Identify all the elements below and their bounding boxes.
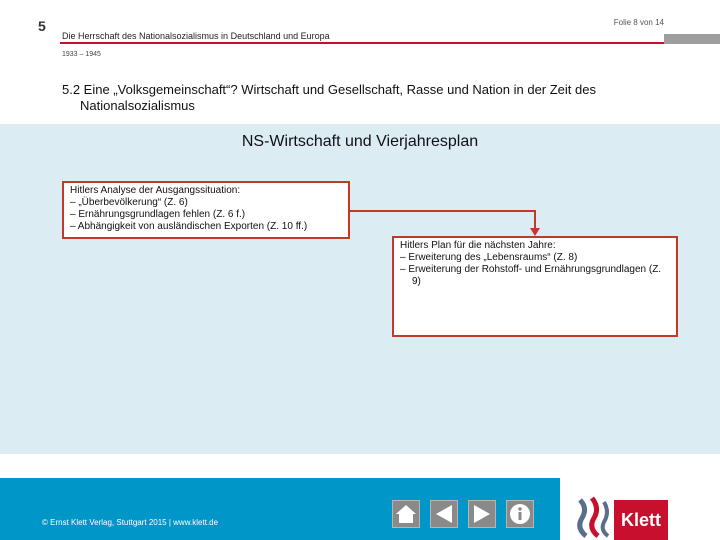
copyright: © Ernst Klett Verlag, Stuttgart 2015 | www.klett.de bbox=[42, 518, 219, 527]
analysis-heading: Hitlers Analyse der Ausgangssituation: bbox=[70, 185, 241, 196]
home-icon bbox=[395, 504, 417, 524]
next-button[interactable] bbox=[468, 500, 496, 528]
slide-title: NS-Wirtschaft und Vierjahresplan bbox=[241, 133, 479, 150]
plan-box bbox=[392, 236, 678, 337]
arrow-down-icon bbox=[530, 228, 540, 236]
header-divider bbox=[60, 42, 664, 44]
analysis-item: – Ernährungsgrundlagen fehlen (Z. 6 f.) bbox=[70, 209, 246, 220]
section-title-line2: Nationalsozialismus bbox=[80, 98, 195, 113]
previous-icon bbox=[434, 504, 454, 524]
previous-button[interactable] bbox=[430, 500, 458, 528]
home-button[interactable] bbox=[392, 500, 420, 528]
plan-item: – Erweiterung der Rohstoff- und Ernährungsgrundlagen (Z. 9) bbox=[400, 264, 662, 287]
header-title: Die Herrschaft des Nationalsozialismus in Deutschland und Europa bbox=[62, 31, 330, 41]
section-title-line1: 5.2 Eine „Volksgemeinschaft“? Wirtschaft und Gesellschaft, Rasse und Nation in der Zeit des bbox=[62, 82, 596, 97]
connector-arrow-line bbox=[350, 210, 536, 212]
plan-item: – Erweiterung des „Lebensraums“ (Z. 8) bbox=[400, 252, 578, 263]
header-years: 1933 – 1945 bbox=[62, 51, 101, 58]
analysis-item: – Abhängigkeit von ausländischen Exporten (Z. 10 ff.) bbox=[70, 221, 308, 232]
chapter-number: 5 bbox=[38, 18, 46, 34]
slide-counter: Folie 8 von 14 bbox=[613, 18, 664, 27]
klett-logo: Klett bbox=[614, 500, 668, 540]
plan-heading: Hitlers Plan für die nächsten Jahre: bbox=[400, 240, 556, 251]
section-title bbox=[62, 82, 702, 114]
analysis-item: – „Überbevölkerung“ (Z. 6) bbox=[70, 197, 188, 208]
next-icon bbox=[472, 504, 492, 524]
header-grey-bar bbox=[664, 34, 720, 44]
analysis-box bbox=[62, 181, 350, 239]
info-button[interactable] bbox=[506, 500, 534, 528]
info-icon bbox=[509, 503, 531, 525]
klett-logo-icon bbox=[572, 494, 614, 538]
